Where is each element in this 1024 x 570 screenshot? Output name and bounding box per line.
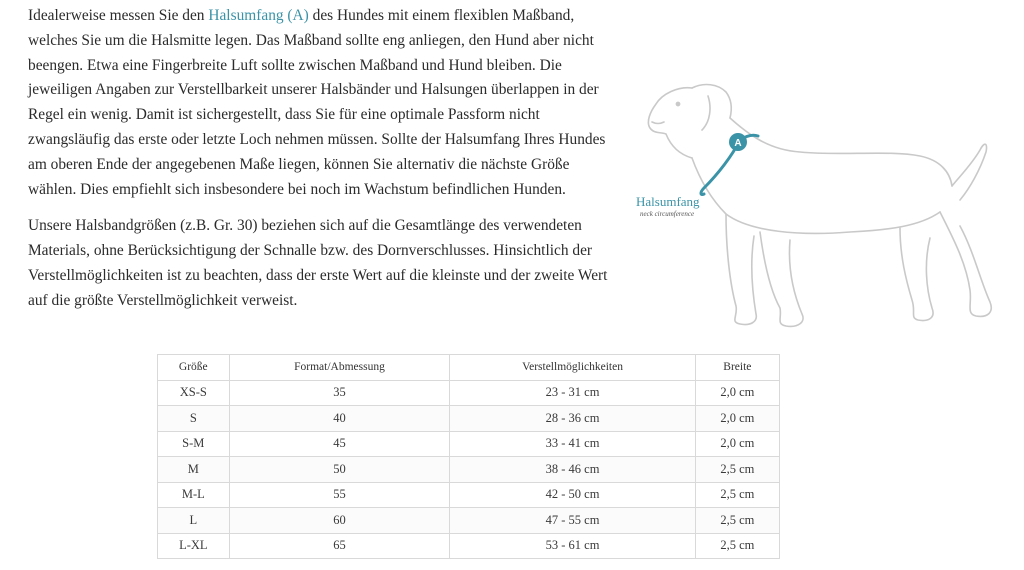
text-column <box>28 4 618 314</box>
cell-size: L-XL <box>158 533 230 559</box>
cell-adjustment: 33 - 41 cm <box>450 431 695 457</box>
table-row <box>158 406 780 432</box>
intro-text-after: des Hundes mit einem flexiblen Maßband, welches Sie um die Halsmitte legen. Das Maßband sollte eng anliegen, den Hund aber nicht beengen. Etwa eine Fingerbreite Luft sollte zwischen Maßband und Hund bleiben. Die jeweiligen Angaben zur Verstellbarkeit unserer Halsbänder und Halsungen überlappen in der Regel ein wenig. Damit ist sichergestellt, dass Sie für eine optimale Passform nicht zwangsläufig das erste oder letzte Loch nehmen müssen. Sollte der Halsumfang Ihres Hundes am oberen Ende der angegebenen Maße liegen, können Sie alternativ die nächste Größe wählen. Dies empfiehlt sich insbesondere bei noch im Wachstum befindlichen Hunden. <box>28 7 606 198</box>
intro-text-before: Idealerweise messen Sie den <box>28 7 209 24</box>
cell-adjustment: 38 - 46 cm <box>450 457 695 483</box>
cell-format: 35 <box>229 380 450 406</box>
table-row <box>158 457 780 483</box>
dog-illustration <box>600 0 1024 400</box>
dog-outline <box>648 85 991 327</box>
cell-adjustment: 42 - 50 cm <box>450 482 695 508</box>
cell-adjustment: 47 - 55 cm <box>450 508 695 534</box>
table-row <box>158 431 780 457</box>
cell-width: 2,5 cm <box>695 482 779 508</box>
table-row <box>158 482 780 508</box>
cell-format: 45 <box>229 431 450 457</box>
cell-width: 2,5 cm <box>695 457 779 483</box>
cell-format: 55 <box>229 482 450 508</box>
col-header-size: Größe <box>158 355 230 381</box>
col-header-width: Breite <box>695 355 779 381</box>
cell-format: 50 <box>229 457 450 483</box>
table-row <box>158 508 780 534</box>
dog-diagram <box>600 0 1024 400</box>
col-header-adjustment: Verstellmöglichkeiten <box>450 355 695 381</box>
neck-label: Halsumfang <box>636 194 700 209</box>
table-header-row <box>158 355 780 381</box>
cell-size: L <box>158 508 230 534</box>
cell-width: 2,0 cm <box>695 431 779 457</box>
cell-adjustment: 28 - 36 cm <box>450 406 695 432</box>
sizes-paragraph: Unsere Halsbandgrößen (z.B. Gr. 30) beziehen sich auf die Gesamtlänge des verwendeten Materials, ohne Berücksichtigung der Schnalle bzw. des Dornverschlusses. Hinsichtlich der Verstellmöglichkeiten ist zu beachten, dass der erste Wert auf die kleinste und der zweite Wert auf die größte Verstellmöglichkeit verweist. <box>28 217 608 309</box>
marker-a-letter: A <box>734 138 742 149</box>
size-table <box>157 354 780 559</box>
cell-width: 2,5 cm <box>695 533 779 559</box>
cell-size: S <box>158 406 230 432</box>
cell-format: 60 <box>229 508 450 534</box>
cell-width: 2,5 cm <box>695 508 779 534</box>
col-header-format: Format/Abmessung <box>229 355 450 381</box>
cell-adjustment: 53 - 61 cm <box>450 533 695 559</box>
cell-size: M-L <box>158 482 230 508</box>
cell-width: 2,0 cm <box>695 380 779 406</box>
cell-format: 65 <box>229 533 450 559</box>
intro-paragraph <box>28 4 618 202</box>
neck-sublabel: neck circumference <box>640 210 695 218</box>
cell-adjustment: 23 - 31 cm <box>450 380 695 406</box>
cell-size: XS-S <box>158 380 230 406</box>
cell-format: 40 <box>229 406 450 432</box>
cell-width: 2,0 cm <box>695 406 779 432</box>
cell-size: S-M <box>158 431 230 457</box>
neck-measure-highlight: Halsumfang (A) <box>208 7 309 24</box>
table-row <box>158 380 780 406</box>
cell-size: M <box>158 457 230 483</box>
table-row <box>158 533 780 559</box>
